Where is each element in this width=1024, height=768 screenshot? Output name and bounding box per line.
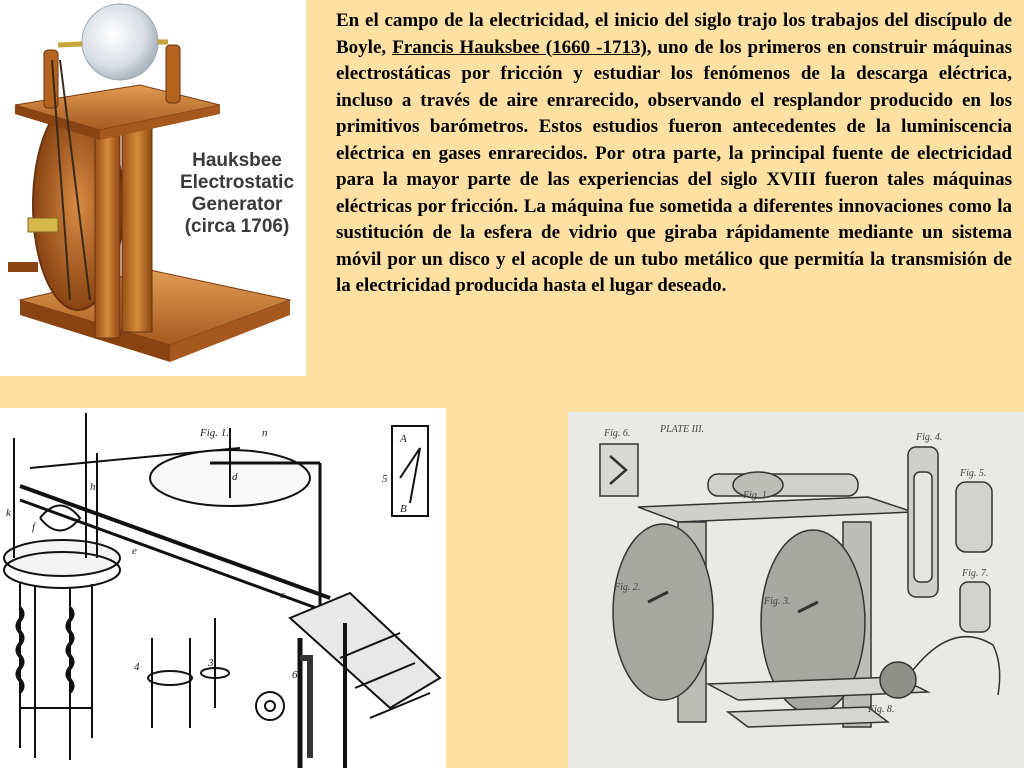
plate-fig-4-label: Fig. 4. [916, 432, 943, 443]
engraving-label-f: f [32, 521, 36, 533]
engraving-label-n: n [262, 427, 268, 439]
caption-line-3: Generator [191, 194, 283, 215]
hauksbee-generator-image [0, 0, 306, 376]
engraving-label-6: 6 [292, 669, 298, 681]
engraving-left-drawing [0, 408, 446, 768]
caption-line-1: Hauksbee [192, 150, 282, 171]
engraving-label-h: h [90, 481, 96, 493]
engraving-label-c: c [280, 589, 285, 601]
engraving-label-a: A [400, 433, 407, 445]
body-paragraph [336, 8, 1012, 300]
body-text-part-2: uno de los primeros en construir máquinas electrostáticas por fricción y estudiar los fenómenos de la descarga eléctrica, incluso a través de aire enrarecido, observando el resplandor producido en los primitivos barómetros. Estos estudios fueron antecedentes de la luminiscencia eléctrica en gases enrarecidos. Por otra parte, la principal fuente de electricidad para la mayor parte de las experiencias del siglo XVIII fueron tales máquinas eléctricas por fricción. La máquina fue sometida a diferentes innovaciones como la sustitución de la esfera de vidrio que giraba rápidamente mediante un sistema móvil por un disco y el acople de un tubo metálico que permitía la transmisión de la electricidad producida hasta el lugar deseado. [336, 36, 1012, 296]
plate-fig-6-label: Fig. 6. [604, 428, 631, 439]
plate-fig-7-label: Fig. 7. [962, 568, 989, 579]
engraving-label-d: d [232, 471, 238, 483]
plate-fig-3-label: Fig. 3. [764, 596, 791, 607]
engraving-left-image [0, 408, 446, 768]
engraving-right-drawing [568, 412, 1024, 768]
engraving-label-e: e [132, 545, 137, 557]
plate-label: PLATE III. [660, 424, 705, 435]
francis-hauksbee-link[interactable]: Francis Hauksbee (1660 -1713), [392, 36, 652, 58]
engraving-label-k: k [6, 507, 11, 519]
engraving-label-fig: Fig. 1. [200, 427, 230, 439]
engraving-label-4: 4 [134, 661, 140, 673]
engraving-label-b: B [400, 503, 407, 515]
engraving-label-3: 3 [208, 657, 214, 669]
engraving-right-image [568, 412, 1024, 768]
caption-line-4: (circa 1706) [184, 216, 290, 237]
plate-fig-2-label: Fig. 2. [614, 582, 641, 593]
plate-fig-5-label: Fig. 5. [960, 468, 987, 479]
plate-fig-1-label: Fig. 1. [743, 490, 770, 501]
engraving-label-5: 5 [382, 473, 388, 485]
caption-line-2: Electrostatic [179, 172, 295, 193]
body-text-part-1: En el campo de la electricidad, el inicio del siglo trajo los trabajos del discípulo de Boyle, [336, 10, 1012, 58]
plate-fig-8-label: Fig. 8. [868, 704, 895, 715]
generator-caption [172, 150, 302, 238]
